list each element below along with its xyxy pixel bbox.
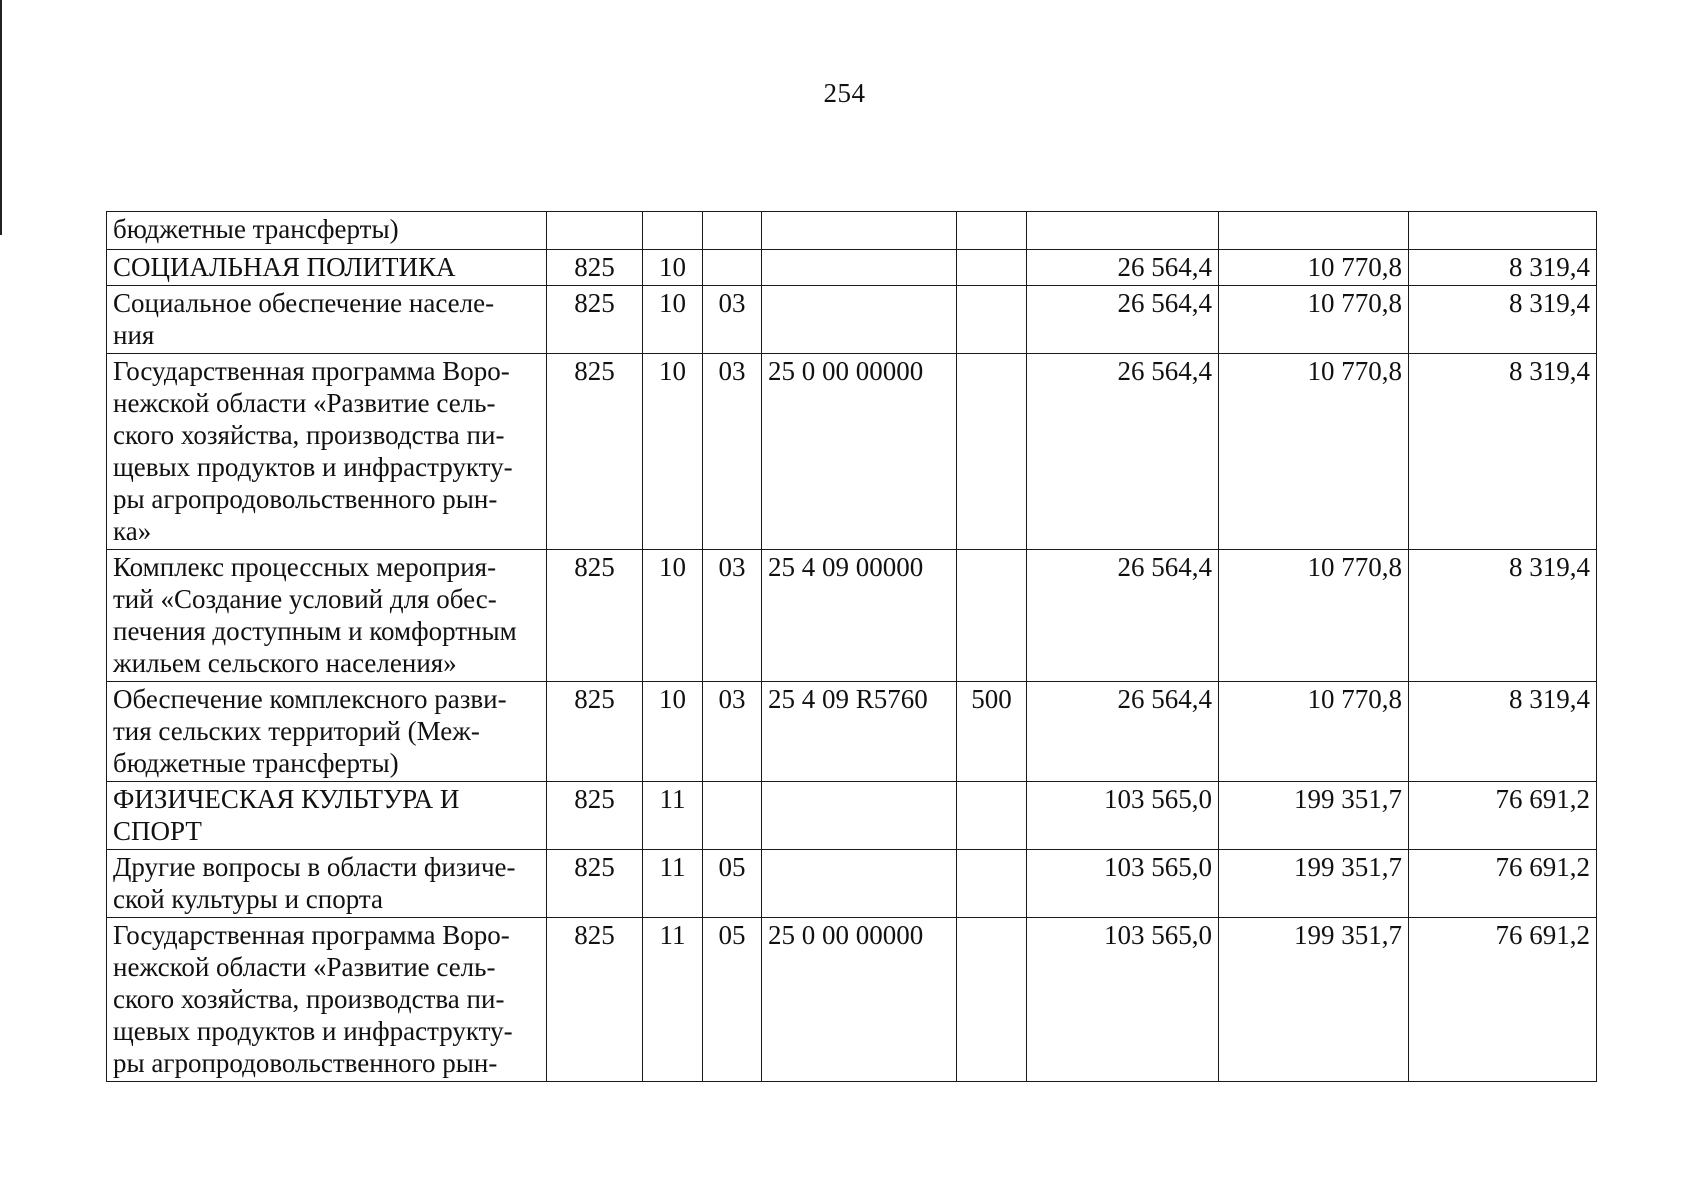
item-name-line: СОЦИАЛЬНАЯ ПОЛИТИКА: [113, 252, 456, 282]
item-name-line: ской культуры и спорта: [113, 884, 383, 914]
cell-item-name: [107, 782, 547, 850]
cell-grbs-code: 825: [547, 250, 643, 286]
cell-expense-type: [957, 850, 1027, 918]
cell-subsection-code: [703, 212, 762, 250]
item-name-line: Государственная программа Воро-: [113, 920, 510, 950]
table-row: [107, 682, 1597, 782]
item-name-line: ры агропродовольственного рын-: [113, 484, 498, 514]
item-name-line: нежской области «Развитие сель-: [113, 388, 496, 418]
cell-target-article: [762, 250, 957, 286]
cell-amount-year2: 199 351,7: [1219, 782, 1409, 850]
cell-subsection-code: [703, 250, 762, 286]
cell-section-code: 11: [643, 850, 703, 918]
cell-subsection-code: 03: [703, 354, 762, 550]
item-name-line: ры агропродовольственного рын-: [113, 1048, 498, 1078]
cell-target-article: [762, 212, 957, 250]
cell-amount-year1: 26 564,4: [1027, 286, 1219, 354]
cell-expense-type: [957, 286, 1027, 354]
cell-amount-year2: 10 770,8: [1219, 550, 1409, 682]
item-name-line: ния: [113, 320, 155, 350]
cell-expense-type: [957, 782, 1027, 850]
item-name-line: щевых продуктов и инфраструкту-: [113, 452, 513, 482]
scan-edge-line: [0, 0, 2, 235]
cell-target-article: [762, 782, 957, 850]
item-name-line: Социальное обеспечение населе-: [113, 288, 495, 318]
cell-amount-year3: 8 319,4: [1409, 286, 1597, 354]
cell-subsection-code: 05: [703, 918, 762, 1082]
cell-amount-year3: [1409, 212, 1597, 250]
table-row: [107, 212, 1597, 250]
cell-subsection-code: 03: [703, 682, 762, 782]
item-name-line: Обеспечение комплексного разви-: [113, 684, 507, 714]
cell-amount-year2: 10 770,8: [1219, 682, 1409, 782]
cell-amount-year1: 103 565,0: [1027, 918, 1219, 1082]
cell-amount-year2: 10 770,8: [1219, 250, 1409, 286]
cell-amount-year1: 26 564,4: [1027, 354, 1219, 550]
cell-grbs-code: 825: [547, 286, 643, 354]
cell-amount-year2: 10 770,8: [1219, 354, 1409, 550]
cell-amount-year1: 26 564,4: [1027, 250, 1219, 286]
cell-target-article: 25 4 09 R5760: [762, 682, 957, 782]
cell-grbs-code: [547, 212, 643, 250]
cell-subsection-code: [703, 782, 762, 850]
item-name-line: ФИЗИЧЕСКАЯ КУЛЬТУРА И: [113, 784, 460, 814]
cell-grbs-code: 825: [547, 550, 643, 682]
cell-item-name: [107, 850, 547, 918]
table-row: [107, 354, 1597, 550]
cell-item-name: [107, 286, 547, 354]
item-name-line: ского хозяйства, производства пи-: [113, 984, 505, 1014]
cell-item-name: [107, 918, 547, 1082]
cell-amount-year2: 199 351,7: [1219, 918, 1409, 1082]
cell-amount-year3: 76 691,2: [1409, 850, 1597, 918]
budget-table-body: [107, 212, 1597, 1082]
budget-table: [106, 211, 1597, 1082]
cell-expense-type: 500: [957, 682, 1027, 782]
item-name-line: бюджетные трансферты): [113, 214, 399, 244]
cell-amount-year1: [1027, 212, 1219, 250]
cell-amount-year2: 199 351,7: [1219, 850, 1409, 918]
cell-item-name: [107, 212, 547, 250]
cell-grbs-code: 825: [547, 354, 643, 550]
table-row: [107, 782, 1597, 850]
item-name-line: ка»: [113, 516, 152, 546]
table-row: [107, 918, 1597, 1082]
cell-grbs-code: 825: [547, 850, 643, 918]
cell-amount-year3: 8 319,4: [1409, 250, 1597, 286]
cell-section-code: 10: [643, 286, 703, 354]
item-name-line: тия сельских территорий (Меж-: [113, 716, 480, 746]
cell-amount-year2: [1219, 212, 1409, 250]
cell-expense-type: [957, 250, 1027, 286]
cell-grbs-code: 825: [547, 682, 643, 782]
cell-target-article: 25 0 00 00000: [762, 918, 957, 1082]
cell-target-article: 25 4 09 00000: [762, 550, 957, 682]
item-name-line: тий «Создание условий для обес-: [113, 584, 497, 614]
cell-amount-year3: 76 691,2: [1409, 918, 1597, 1082]
item-name-line: Государственная программа Воро-: [113, 356, 510, 386]
cell-grbs-code: 825: [547, 918, 643, 1082]
cell-subsection-code: 03: [703, 286, 762, 354]
cell-section-code: 10: [643, 250, 703, 286]
table-row: [107, 250, 1597, 286]
cell-subsection-code: 05: [703, 850, 762, 918]
cell-target-article: [762, 286, 957, 354]
cell-amount-year3: 76 691,2: [1409, 782, 1597, 850]
cell-section-code: 11: [643, 918, 703, 1082]
cell-amount-year1: 103 565,0: [1027, 850, 1219, 918]
item-name-line: Другие вопросы в области физиче-: [113, 852, 516, 882]
cell-subsection-code: 03: [703, 550, 762, 682]
page-number: 254: [823, 78, 866, 108]
cell-section-code: 10: [643, 354, 703, 550]
cell-expense-type: [957, 550, 1027, 682]
cell-expense-type: [957, 354, 1027, 550]
cell-item-name: [107, 250, 547, 286]
item-name-line: печения доступным и комфортным: [113, 616, 517, 646]
item-name-line: СПОРТ: [113, 816, 202, 846]
cell-amount-year1: 26 564,4: [1027, 550, 1219, 682]
cell-expense-type: [957, 212, 1027, 250]
table-row: [107, 850, 1597, 918]
item-name-line: ского хозяйства, производства пи-: [113, 420, 505, 450]
item-name-line: жильем сельского населения»: [113, 648, 457, 678]
cell-amount-year1: 103 565,0: [1027, 782, 1219, 850]
cell-amount-year2: 10 770,8: [1219, 286, 1409, 354]
cell-amount-year1: 26 564,4: [1027, 682, 1219, 782]
cell-expense-type: [957, 918, 1027, 1082]
cell-section-code: 10: [643, 682, 703, 782]
cell-target-article: [762, 850, 957, 918]
cell-item-name: [107, 354, 547, 550]
item-name-line: Комплекс процессных мероприя-: [113, 552, 497, 582]
cell-amount-year3: 8 319,4: [1409, 354, 1597, 550]
table-row: [107, 286, 1597, 354]
cell-item-name: [107, 682, 547, 782]
cell-target-article: 25 0 00 00000: [762, 354, 957, 550]
table-row: [107, 550, 1597, 682]
cell-item-name: [107, 550, 547, 682]
cell-amount-year3: 8 319,4: [1409, 550, 1597, 682]
cell-section-code: 10: [643, 550, 703, 682]
cell-amount-year3: 8 319,4: [1409, 682, 1597, 782]
cell-section-code: [643, 212, 703, 250]
item-name-line: щевых продуктов и инфраструкту-: [113, 1016, 513, 1046]
cell-grbs-code: 825: [547, 782, 643, 850]
cell-section-code: 11: [643, 782, 703, 850]
item-name-line: нежской области «Развитие сель-: [113, 952, 496, 982]
item-name-line: бюджетные трансферты): [113, 748, 399, 778]
